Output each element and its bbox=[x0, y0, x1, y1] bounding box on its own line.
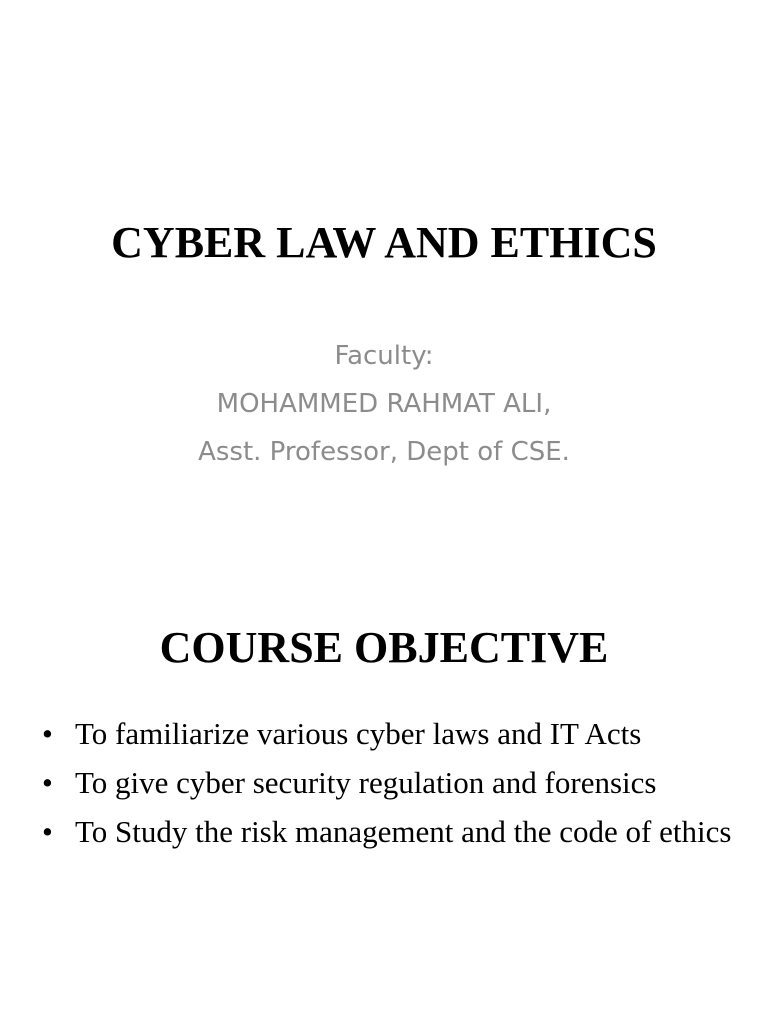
faculty-label: Faculty: bbox=[334, 341, 434, 371]
bullet-icon: • bbox=[42, 765, 53, 800]
bullet-icon: • bbox=[42, 814, 53, 849]
list-item bbox=[40, 810, 740, 853]
slide-title: CYBER LAW AND ETHICS bbox=[111, 218, 657, 267]
list-item bbox=[40, 712, 740, 755]
bullet-icon: • bbox=[42, 716, 53, 751]
faculty-name: MOHAMMED RAHMAT ALI, bbox=[216, 389, 552, 419]
list-item bbox=[40, 761, 740, 804]
faculty-position: Asst. Professor, Dept of CSE. bbox=[198, 437, 570, 467]
objectives-list bbox=[40, 712, 740, 859]
course-objective-heading: COURSE OBJECTIVE bbox=[159, 623, 609, 672]
faculty-info bbox=[0, 332, 768, 476]
objective-text: To familiarize various cyber laws and IT Acts bbox=[75, 716, 642, 751]
objective-text: To Study the risk management and the code of ethics bbox=[75, 814, 732, 849]
objective-text: To give cyber security regulation and forensics bbox=[75, 765, 657, 800]
